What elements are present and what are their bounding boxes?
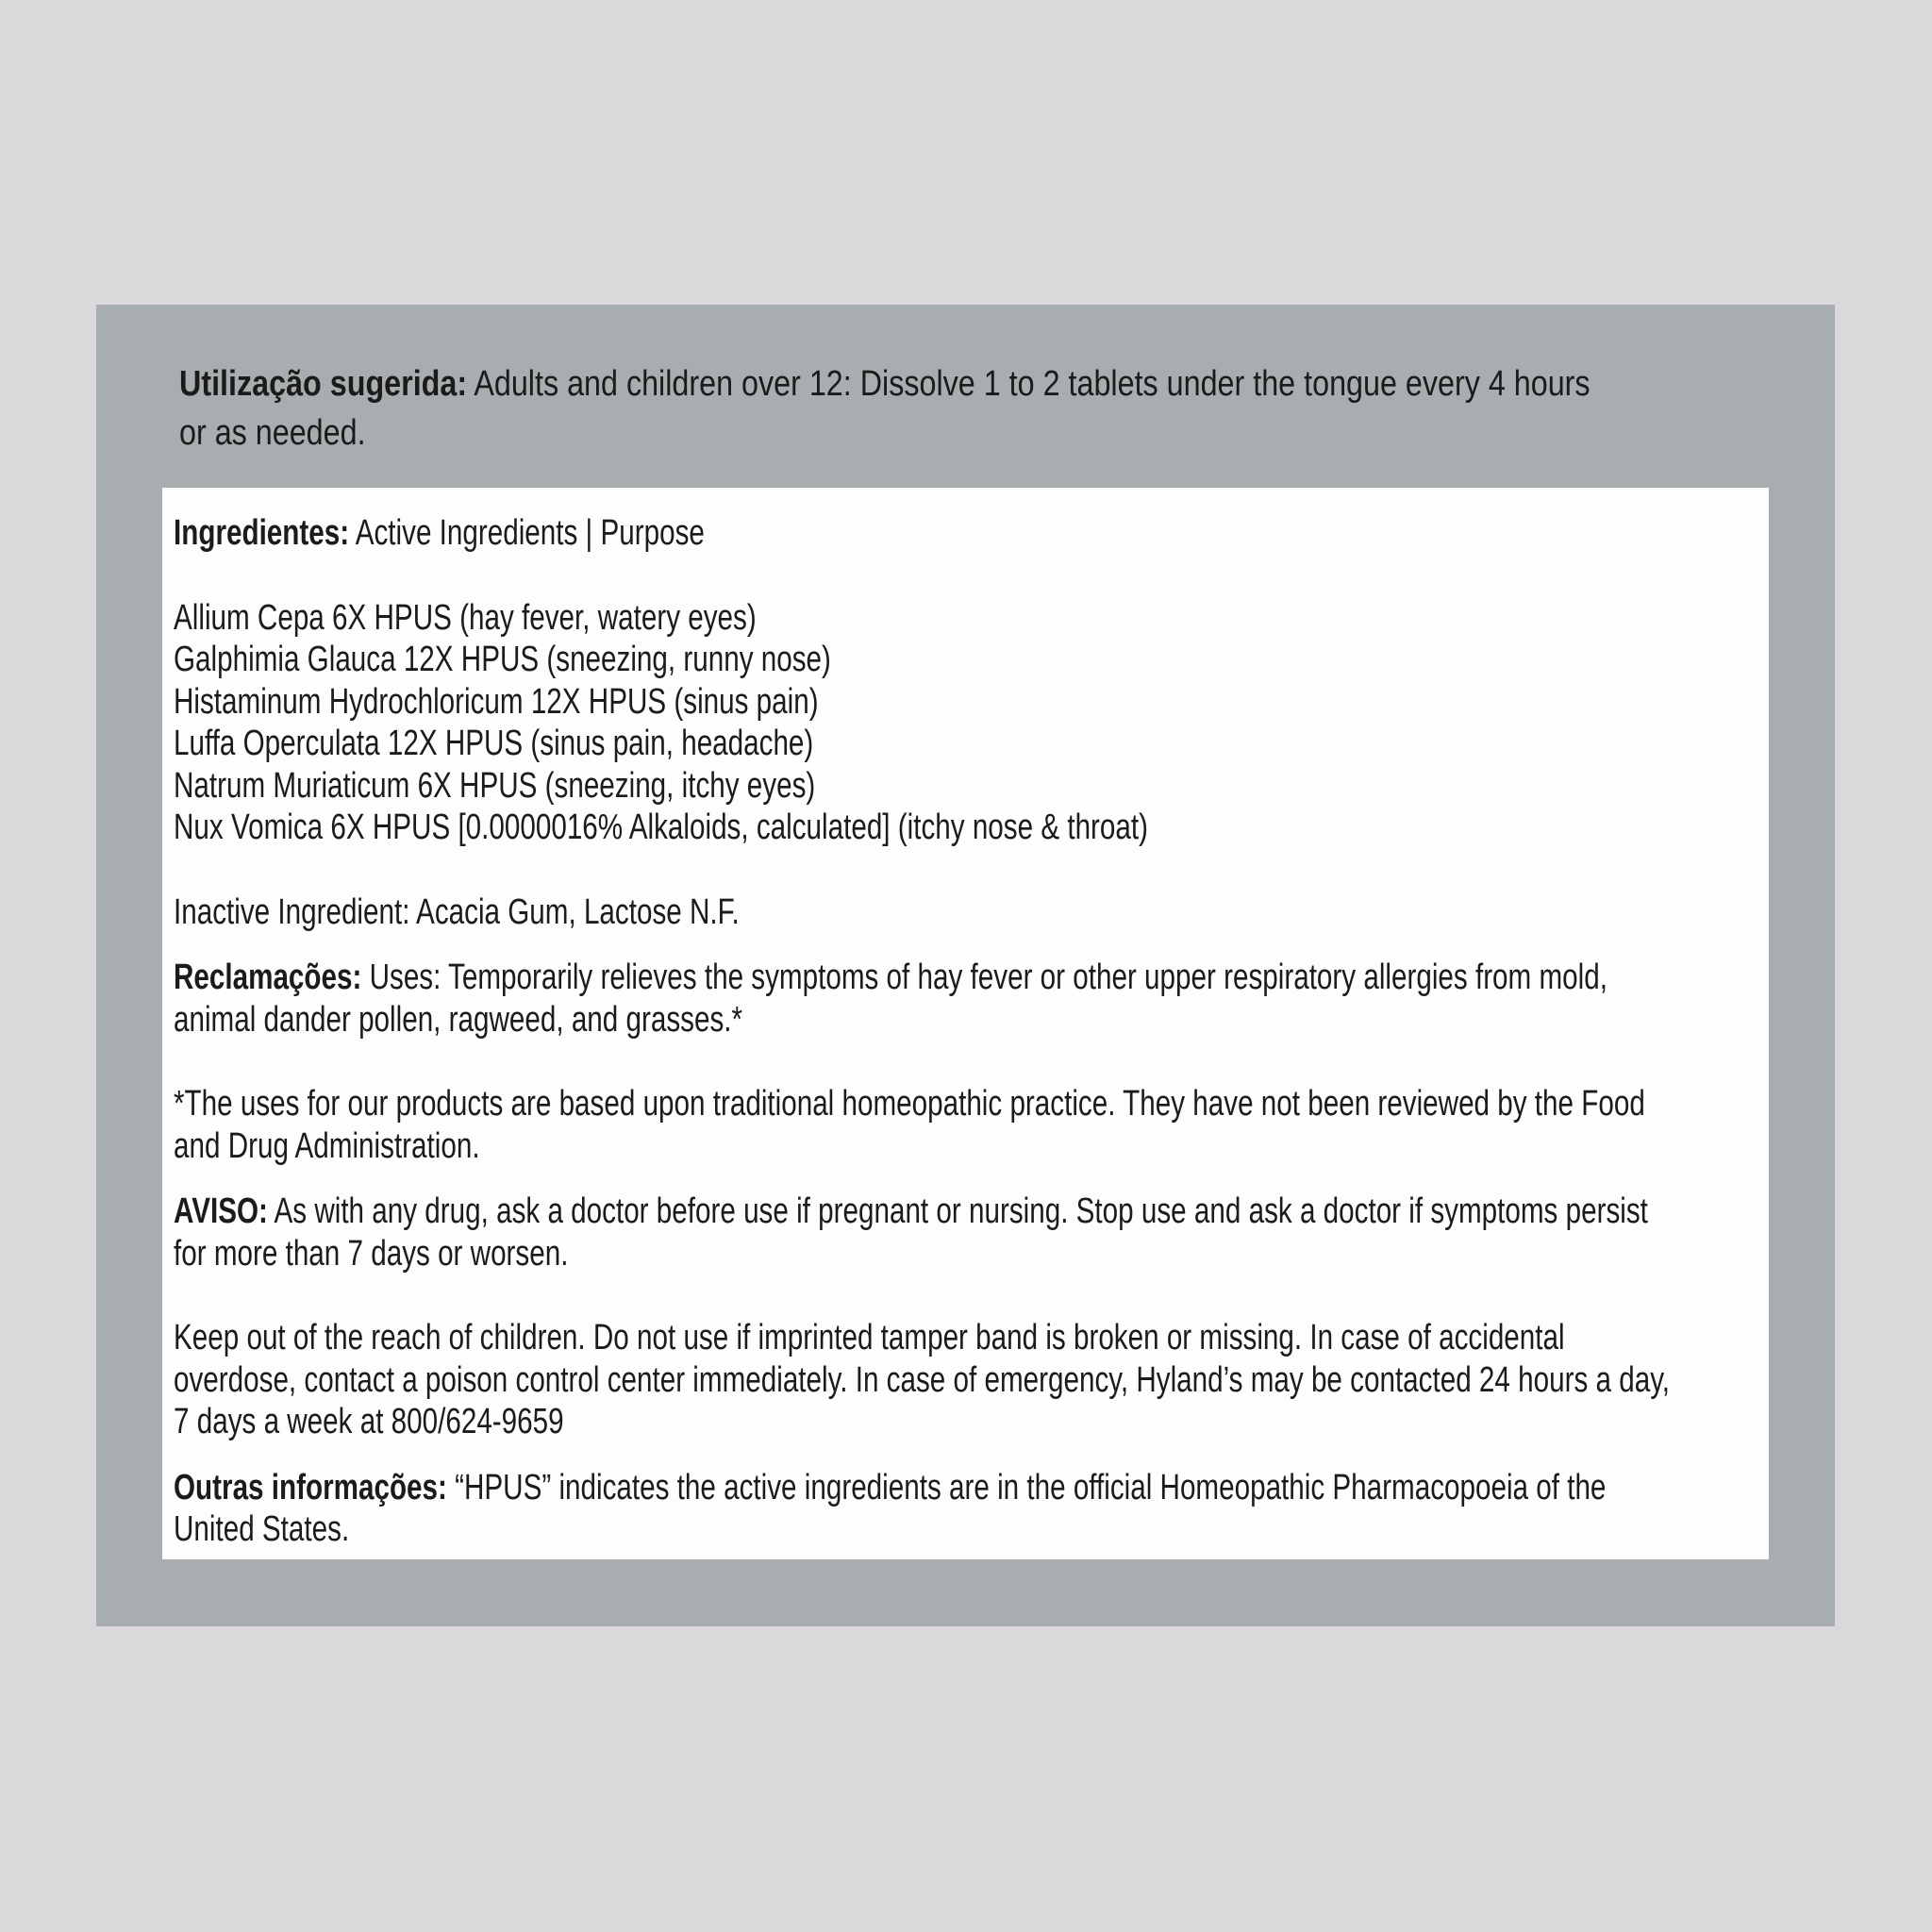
uses-label: Reclamações: [174,958,362,997]
inactive-ingredient-line: Inactive Ingredient: Acacia Gum, Lactose N.F. [174,891,740,932]
ingredients-header [174,512,1418,555]
ingredients-header-text: Active Ingredients | Purpose [349,513,705,553]
disclaimer-paragraph [174,1083,1645,1167]
ingredient-item: Galphimia Glauca 12X HPUS (sneezing, runny nose) [174,640,831,679]
uses-paragraph [174,957,1607,1041]
label-panel [96,305,1835,1626]
other-info-line: United States. [174,1509,350,1549]
usage-line [179,359,1591,408]
other-info-paragraph [174,1467,1607,1551]
other-info-label: Outras informações: [174,1467,447,1507]
ingredient-item: Luffa Operculata 12X HPUS (sinus pain, headache) [174,724,814,763]
ingredient-item: Allium Cepa 6X HPUS (hay fever, watery eyes) [174,597,757,638]
warning-text: As with any drug, ask a doctor before use if pregnant or nursing. Stop use and ask a doctor if symptoms persist [267,1191,1648,1231]
other-info-line [174,1467,1607,1509]
other-info-text: “HPUS” indicates the active ingredients are in the official Homeopathic Pharmacopoeia of the [446,1467,1607,1507]
uses-text: Uses: Temporarily relieves the symptoms of hay fever or other upper respiratory allergies from mold, [361,958,1607,997]
ingredient-item: Nux Vomica 6X HPUS [0.0000016% Alkaloids, calculated] (itchy nose & throat) [174,808,1149,847]
warning-line [174,1191,1648,1233]
warning-paragraph [174,1191,1648,1274]
uses-line: animal dander pollen, ragweed, and grasses.* [174,999,743,1040]
keep-out-paragraph [174,1317,1671,1443]
keep-out-line: overdose, contact a poison control center immediately. In case of emergency, Hyland’s may be contacted 24 hours a day, [174,1359,1671,1400]
active-ingredients-list [174,597,1418,849]
keep-out-line: 7 days a week at 800/624-9659 [174,1402,564,1441]
disclaimer-line: and Drug Administration. [174,1125,480,1166]
ingredients-header-line [174,512,1418,555]
disclaimer-line: *The uses for our products are based upon traditional homeopathic practice. They have not been reviewed by the Food [174,1084,1645,1124]
ingredients-label: Ingredientes: [174,513,350,553]
uses-line [174,957,1607,999]
usage-label: Utilização sugerida: [179,364,468,404]
inactive-ingredient [174,891,1418,934]
usage-text: Adults and children over 12: Dissolve 1 to 2 tablets under the tongue every 4 hours [467,364,1591,404]
ingredient-item: Natrum Muriaticum 6X HPUS (sneezing, itchy eyes) [174,765,816,806]
warning-label: AVISO: [174,1191,268,1231]
ingredient-item: Histaminum Hydrochloricum 12X HPUS (sinus pain) [174,681,819,722]
usage-directions [179,359,1591,458]
keep-out-line: Keep out of the reach of children. Do not use if imprinted tamper band is broken or missing. In case of accidental [174,1318,1565,1357]
drug-facts-content [174,512,1769,1551]
usage-line: or as needed. [179,413,366,453]
drug-facts-card [162,488,1769,1559]
warning-line: for more than 7 days or worsen. [174,1233,569,1274]
